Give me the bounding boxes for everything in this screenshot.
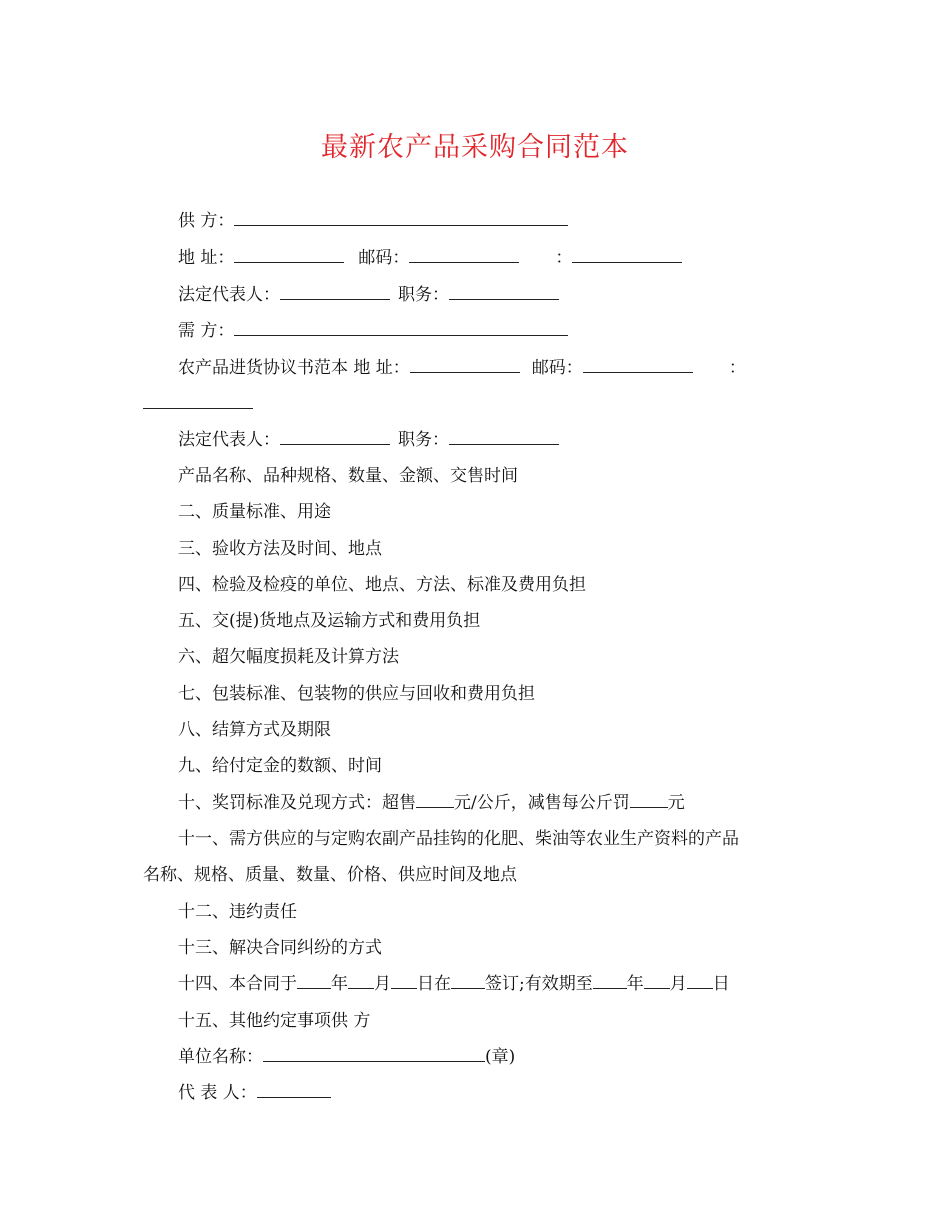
- address-blank: [234, 246, 344, 263]
- legal-rep-label-2: 法定代表人：: [178, 430, 280, 450]
- unit-name-line: [178, 1045, 515, 1069]
- clause-12: 十二、违约责任: [178, 902, 297, 922]
- clause-14: [178, 972, 730, 996]
- clause-14-year2-blank: [593, 972, 627, 989]
- clause-6: 六、超欠幅度损耗及计算方法: [178, 647, 399, 667]
- clause-14-day-blank: [391, 972, 417, 989]
- buyer-phone-line: [143, 392, 253, 416]
- supplier-line: [178, 209, 568, 233]
- clause-14-year2: 年: [626, 974, 644, 994]
- clause-4: 四、检验及检疫的单位、地点、方法、标准及费用负担: [178, 575, 586, 595]
- clause-14-year-blank: [297, 972, 331, 989]
- clause-14-day-at: 日在: [417, 974, 451, 994]
- clause-5: 五、交(提)货地点及运输方式和费用负担: [178, 611, 481, 631]
- clause-14-month: 月: [374, 974, 391, 994]
- clause-14-year: 年: [331, 974, 348, 994]
- clause-14-signed: 签订;有效期至: [485, 974, 593, 994]
- clause-14-month-blank: [348, 972, 374, 989]
- clause-14-place-blank: [451, 972, 485, 989]
- buyer-line: [178, 319, 568, 343]
- clause-10-a: 十、奖罚标准及兑现方式：超售: [178, 793, 416, 813]
- legal-rep-label: 法定代表人：: [178, 285, 280, 305]
- clause-7: 七、包装标准、包装物的供应与回收和费用负担: [178, 684, 535, 704]
- page-title: 最新农产品采购合同范本: [321, 132, 629, 163]
- buyer-label: 需 方：: [178, 321, 235, 341]
- clause-3: 三、验收方法及时间、地点: [178, 539, 382, 559]
- clause-10-blank-1: [416, 791, 454, 808]
- position-blank-2: [449, 428, 559, 445]
- phone-blank: [572, 246, 682, 263]
- postcode-blank: [409, 246, 519, 263]
- buyer-colon-label: ：: [728, 358, 746, 378]
- clause-11-line-2: 名称、规格、质量、数量、价格、供应时间及地点: [143, 865, 517, 885]
- clause-10-b: 元/公斤，减售每公斤罚: [454, 793, 630, 813]
- clause-14-day2: 日: [712, 974, 730, 994]
- representative-blank: [257, 1081, 331, 1098]
- clause-2: 二、质量标准、用途: [178, 502, 331, 522]
- address-label: 地 址：: [178, 248, 235, 268]
- clause-8: 八、结算方式及期限: [178, 720, 331, 740]
- clause-10: [178, 791, 685, 815]
- supplier-blank: [234, 209, 568, 226]
- supplier-label: 供 方：: [178, 211, 235, 231]
- position-label: 职务：: [398, 285, 449, 305]
- representative-line: [178, 1081, 331, 1105]
- clause-14-day2-blank: [687, 972, 713, 989]
- supplier-legal-rep-line: [178, 283, 559, 307]
- clause-10-blank-2: [630, 791, 668, 808]
- clause-14-a: 十四、本合同于: [178, 974, 297, 994]
- clause-15: 十五、其他约定事项供 方: [178, 1011, 371, 1031]
- position-label-2: 职务：: [398, 430, 449, 450]
- legal-rep-blank: [280, 283, 390, 300]
- unit-name-label: 单位名称：: [178, 1047, 263, 1067]
- position-blank: [449, 283, 559, 300]
- buyer-postcode-blank: [583, 356, 693, 373]
- unit-name-blank: [263, 1045, 485, 1062]
- clause-13: 十三、解决合同纠纷的方式: [178, 938, 382, 958]
- buyer-address-blank: [410, 356, 520, 373]
- buyer-blank: [234, 319, 568, 336]
- buyer-phone-blank: [143, 392, 253, 409]
- seal-label: (章): [485, 1047, 516, 1067]
- representative-label: 代 表 人：: [178, 1083, 257, 1103]
- clause-9: 九、给付定金的数额、时间: [178, 756, 382, 776]
- legal-rep-blank-2: [280, 428, 390, 445]
- supplier-address-line: [178, 246, 682, 270]
- clause-14-month2-blank: [644, 972, 670, 989]
- clause-10-c: 元: [667, 793, 685, 813]
- buyer-legal-rep-line: [178, 428, 559, 452]
- clause-14-month2: 月: [669, 974, 687, 994]
- buyer-postcode-label: 邮码：: [531, 358, 583, 378]
- clause-11-line-1: 十一、需方供应的与定购农副产品挂钩的化肥、柴油等农业生产资料的产品: [178, 829, 739, 849]
- postcode-label: 邮码：: [358, 248, 410, 268]
- buyer-address-line: [178, 356, 746, 380]
- buyer-address-prefix: 农产品进货协议书范本 地 址：: [178, 358, 410, 378]
- colon-label: ：: [555, 248, 573, 268]
- clause-0: 产品名称、品种规格、数量、金额、交售时间: [178, 466, 518, 486]
